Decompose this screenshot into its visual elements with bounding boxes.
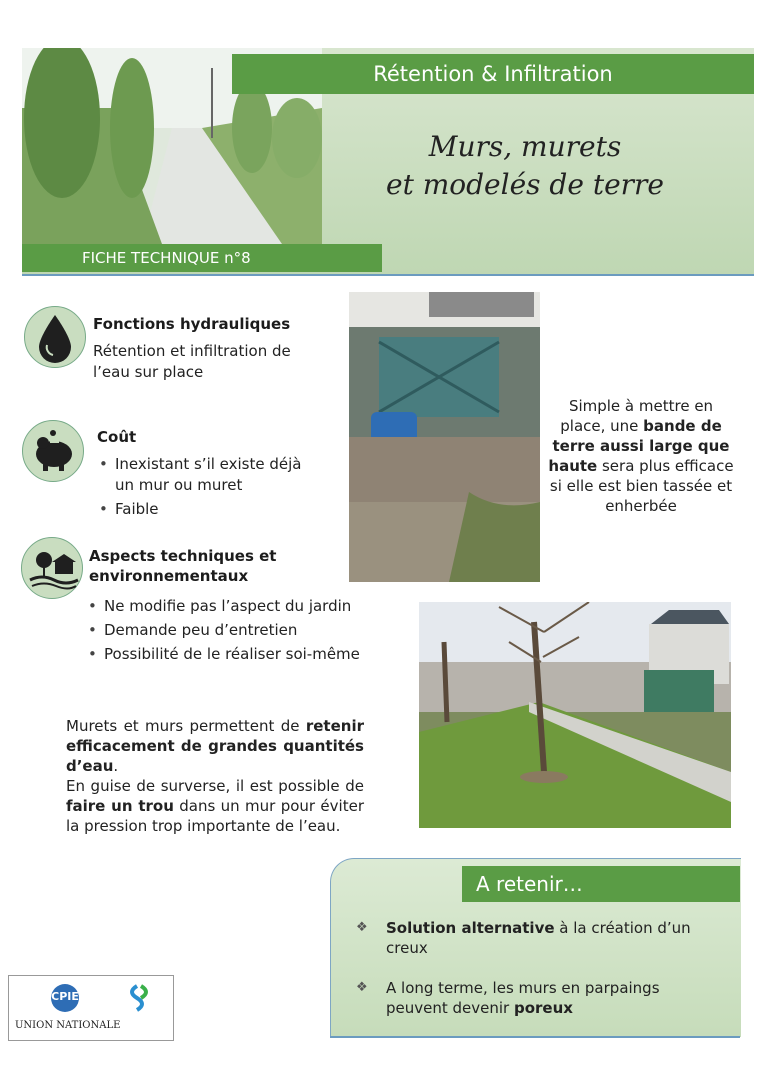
list-item: • Faible [93, 499, 323, 520]
key-points-title: A retenir… [462, 866, 740, 902]
header-divider [22, 274, 754, 276]
key-point-1-text: à la création d’un creux [386, 919, 691, 957]
header-banner: Rétention & Infiltration [232, 54, 754, 94]
paragraph-2-end: dans un mur pour éviter la pression trop importante de l’eau. [66, 797, 364, 835]
key-point-2-bold: poreux [513, 999, 573, 1017]
key-point-1-bold: Solution alternative [386, 919, 555, 937]
page-title [330, 128, 720, 204]
aspects-title-line-2: environnementaux [89, 567, 249, 585]
aspects-title-line-1: Aspects techniques et [89, 547, 277, 565]
key-point-2-text: A long terme, les murs en parpaings peuvent devenir [386, 979, 660, 1017]
paragraph-1-end: . [113, 757, 119, 775]
side-caption [547, 396, 735, 516]
cout-list [93, 454, 323, 523]
list-item: • Demande peu d’entretien [82, 620, 372, 641]
fiche-label: FICHE TECHNIQUE n°8 [22, 244, 382, 272]
paragraph-1-bold: retenir efficacement de grandes quantités d’eau [66, 717, 364, 775]
list-item: • Ne modifie pas l’aspect du jardin [82, 596, 372, 617]
piggy-bank-icon [22, 420, 84, 482]
paragraph-1-text: Murets et murs permettent de [66, 717, 306, 735]
paragraph-2 [66, 776, 364, 836]
diamond-bullet-icon: ❖ [356, 920, 368, 935]
diamond-bullet-icon: ❖ [356, 980, 368, 995]
water-drop-icon [24, 306, 86, 368]
key-points-divider [330, 1036, 740, 1038]
paragraph-2-bold: faire un trou [66, 797, 174, 815]
key-point-2 [356, 978, 726, 1018]
section-text-hydraulique [93, 341, 291, 383]
photo-garden-wall [419, 602, 731, 828]
title-line-1: Murs, murets [428, 130, 622, 163]
paragraph-1 [66, 716, 364, 776]
union-nationale-label: UNION NATIONALE [15, 1020, 121, 1031]
aspects-list [82, 596, 372, 668]
side-caption-bold: bande de terre aussi large que haute [548, 417, 730, 475]
section-title-hydraulique: Fonctions hydrauliques [93, 315, 291, 333]
photo-wall-barrel [349, 292, 540, 582]
side-caption-text: Simple à mettre en place, une [560, 397, 714, 435]
paragraph-2-text: En guise de surverse, il est possible de [66, 777, 364, 795]
list-item: • Inexistant s’il existe déjà un mur ou muret [93, 454, 323, 496]
side-caption-text-end: sera plus efficace si elle est bien tassée et enherbée [549, 457, 734, 515]
section-title-aspects [89, 546, 276, 586]
hydraulique-line-2: l’eau sur place [93, 363, 204, 381]
section-title-cout: Coût [97, 428, 137, 446]
key-point-1 [356, 918, 726, 958]
title-line-2: et modelés de terre [386, 168, 664, 201]
logos-footer [8, 975, 174, 1041]
cpie-logo-text: CPIE [51, 990, 79, 1003]
house-landscape-icon [21, 537, 83, 599]
list-item: • Possibilité de le réaliser soi-même [82, 644, 372, 665]
body-paragraph [66, 716, 364, 836]
hydraulique-line-1: Rétention et infiltration de [93, 342, 291, 360]
